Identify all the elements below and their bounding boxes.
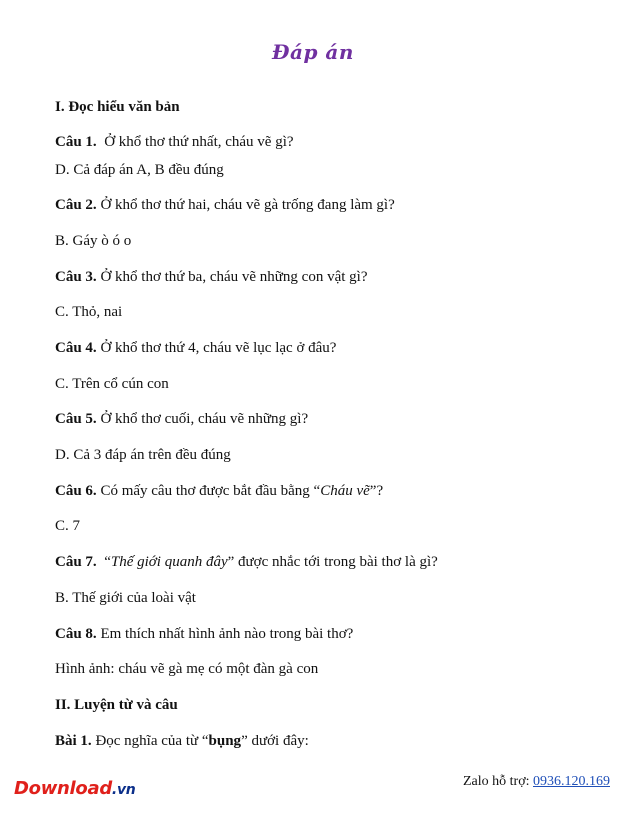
section-heading-vocabulary: II. Luyện từ và câu <box>55 697 178 713</box>
question-label: Câu 4. <box>55 340 97 356</box>
question-6 <box>55 482 383 500</box>
answer-4: C. Trên cổ cún con <box>55 376 169 392</box>
question-quote: Cháu vẽ <box>320 483 370 499</box>
question-text: Ở khổ thơ thứ hai, cháu vẽ gà trống đang làm gì? <box>96 197 395 213</box>
exercise-label: Bài 1. <box>55 733 92 749</box>
question-label: Câu 2. <box>55 197 97 213</box>
question-2 <box>55 196 395 214</box>
question-label: Câu 8. <box>55 626 97 642</box>
page-title: Đáp án <box>272 40 354 64</box>
question-text: Em thích nhất hình ảnh nào trong bài thơ? <box>96 626 354 642</box>
download-vn-logo[interactable] <box>14 778 135 799</box>
question-8 <box>55 625 353 643</box>
answer-5: D. Cả 3 đáp án trên đều đúng <box>55 447 231 463</box>
question-text: Ở khổ thơ thứ 4, cháu vẽ lục lạc ở đâu? <box>96 340 337 356</box>
question-1 <box>55 133 294 151</box>
question-text: Ở khổ thơ cuối, cháu vẽ những gì? <box>96 411 309 427</box>
question-label: Câu 3. <box>55 269 97 285</box>
section-heading-reading: I. Đọc hiểu văn bản <box>55 99 180 115</box>
answer-3: C. Thỏ, nai <box>55 304 123 320</box>
question-text: Có mấy câu thơ được bắt đầu bằng “ <box>96 483 321 499</box>
question-text: “ <box>104 554 111 570</box>
question-5 <box>55 410 308 428</box>
question-3 <box>55 268 368 286</box>
question-text: Ở khổ thơ thứ ba, cháu vẽ những con vật gì? <box>96 269 368 285</box>
question-label: Câu 5. <box>55 411 97 427</box>
exercise-text: Đọc nghĩa của từ “ <box>91 733 209 749</box>
exercise-text-end: ” dưới đây: <box>241 733 309 749</box>
exercise-1 <box>55 732 309 750</box>
question-text: Ở khổ thơ thứ nhất, cháu vẽ gì? <box>104 134 294 150</box>
exercise-keyword: bụng <box>208 733 242 749</box>
question-quote: Thế giới quanh đây <box>110 554 228 570</box>
support-label: Zalo hỗ trợ: <box>463 774 533 789</box>
logo-main-text: Download <box>14 778 112 799</box>
question-7 <box>55 553 438 571</box>
question-4 <box>55 339 336 357</box>
answer-8: Hình ảnh: cháu vẽ gà mẹ có một đàn gà con <box>55 661 319 677</box>
answer-1: D. Cả đáp án A, B đều đúng <box>55 162 224 178</box>
logo-suffix-text: .vn <box>111 782 136 798</box>
support-phone-link[interactable]: 0936.120.169 <box>533 774 610 789</box>
question-text-end: ”? <box>369 483 384 499</box>
answer-2: B. Gáy ò ó o <box>55 233 132 249</box>
question-label: Câu 1. <box>55 134 97 150</box>
question-text-end: ” được nhắc tới trong bài thơ là gì? <box>227 554 438 570</box>
answer-6: C. 7 <box>55 518 81 534</box>
question-label: Câu 6. <box>55 483 97 499</box>
zalo-support <box>463 774 610 790</box>
question-label: Câu 7. <box>55 554 97 570</box>
answer-7: B. Thế giới của loài vật <box>55 590 196 606</box>
